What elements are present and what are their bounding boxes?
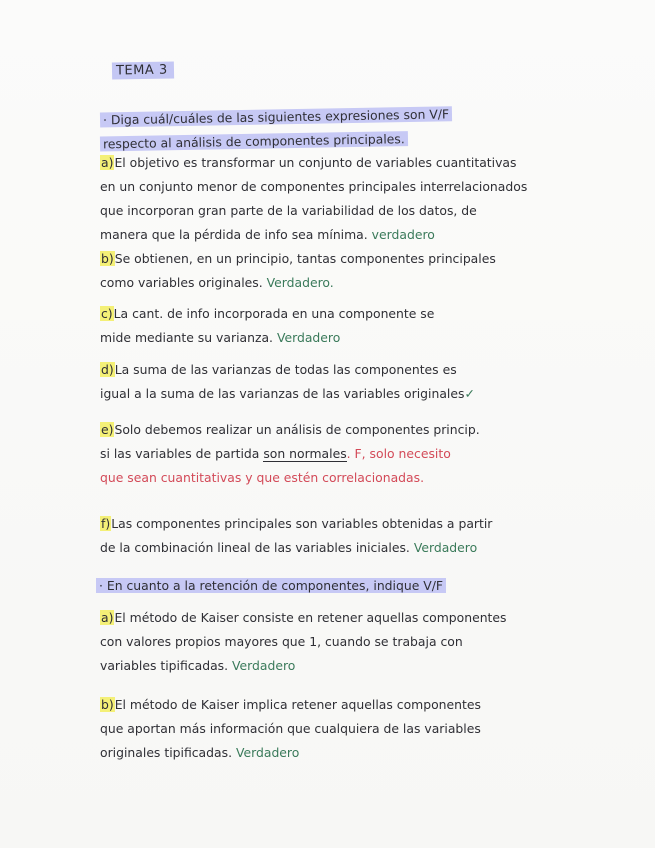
- section1-header-line-2: respecto al análisis de componentes principales.: [100, 131, 408, 151]
- item-answer: Verdadero: [232, 658, 296, 673]
- item-text-line: mide mediante su varianza.: [100, 330, 273, 345]
- section1-header: [100, 104, 610, 152]
- item-1d: [100, 358, 610, 406]
- item-letter: b): [101, 251, 114, 266]
- item-answer: Verdadero: [235, 745, 300, 760]
- item-answer: . F, solo necesito: [346, 446, 451, 461]
- item-text-line: Las componentes principales son variables obtenidas a partir: [111, 516, 493, 531]
- item-text-line: manera que la pérdida de info sea mínima.: [100, 227, 368, 242]
- item-letter: d): [101, 362, 114, 377]
- item-text-line: La cant. de info incorporada en una componente se: [113, 306, 435, 321]
- item-answer: Verdadero: [413, 540, 478, 555]
- item-text-line: en un conjunto menor de componentes principales interrelacionados: [100, 179, 528, 194]
- item-1c: [100, 302, 610, 350]
- section1-header-line-1: · Diga cuál/cuáles de las siguientes expresiones son V/F: [100, 106, 452, 127]
- item-text-line: El método de Kaiser consiste en retener aquellas componentes: [114, 610, 507, 625]
- item-text-line: La suma de las varianzas de todas las componentes es: [114, 362, 457, 377]
- item-letter: a): [101, 610, 114, 625]
- item-1f: [100, 512, 610, 560]
- item-text-line: Solo debemos realizar un análisis de componentes princip.: [114, 422, 480, 437]
- item-letter: a): [101, 155, 114, 170]
- item-1e: [100, 418, 610, 490]
- item-text-line: El objetivo es transformar un conjunto de variables cuantitativas: [114, 155, 517, 170]
- underlined-text: son normales: [263, 446, 347, 461]
- item-1b: [100, 247, 610, 295]
- item-answer: Verdadero: [276, 330, 341, 345]
- item-text-line: que aportan más información que cualquiera de las variables: [100, 721, 481, 736]
- item-text-line: originales tipificadas.: [100, 745, 233, 760]
- item-text-line: variables tipificadas.: [100, 658, 229, 673]
- item-text-line: Se obtienen, en un principio, tantas componentes principales: [114, 251, 496, 266]
- item-text-line: igual a la suma de las varianzas de las variables originales: [100, 386, 465, 401]
- item-letter: c): [101, 306, 113, 321]
- item-text-line: de la combinación lineal de las variables iniciales.: [100, 540, 410, 555]
- section2-header: [96, 574, 606, 598]
- item-letter: e): [101, 422, 114, 437]
- item-text-line: que incorporan gran parte de la variabilidad de los datos, de: [100, 203, 477, 218]
- item-text-line: El método de Kaiser implica retener aquellas componentes: [114, 697, 481, 712]
- item-1a: [100, 151, 610, 247]
- item-text-line: con valores propios mayores que 1, cuando se trabaja con: [100, 634, 463, 649]
- item-answer: verdadero: [371, 227, 435, 242]
- check-mark: ✓: [464, 386, 475, 401]
- item-answer-continued: que sean cuantitativas y que estén correlacionadas.: [100, 470, 425, 485]
- item-text-line: si las variables de partida: [100, 446, 260, 461]
- section2-header-line: · En cuanto a la retención de componentes, indique V/F: [96, 578, 446, 593]
- item-letter: b): [101, 697, 114, 712]
- item-letter: f): [101, 516, 111, 531]
- page-title: TEMA 3: [112, 61, 174, 79]
- item-2b: [100, 693, 610, 765]
- item-answer: Verdadero.: [266, 275, 334, 290]
- item-2a: [100, 606, 610, 678]
- item-text-line: como variables originales.: [100, 275, 263, 290]
